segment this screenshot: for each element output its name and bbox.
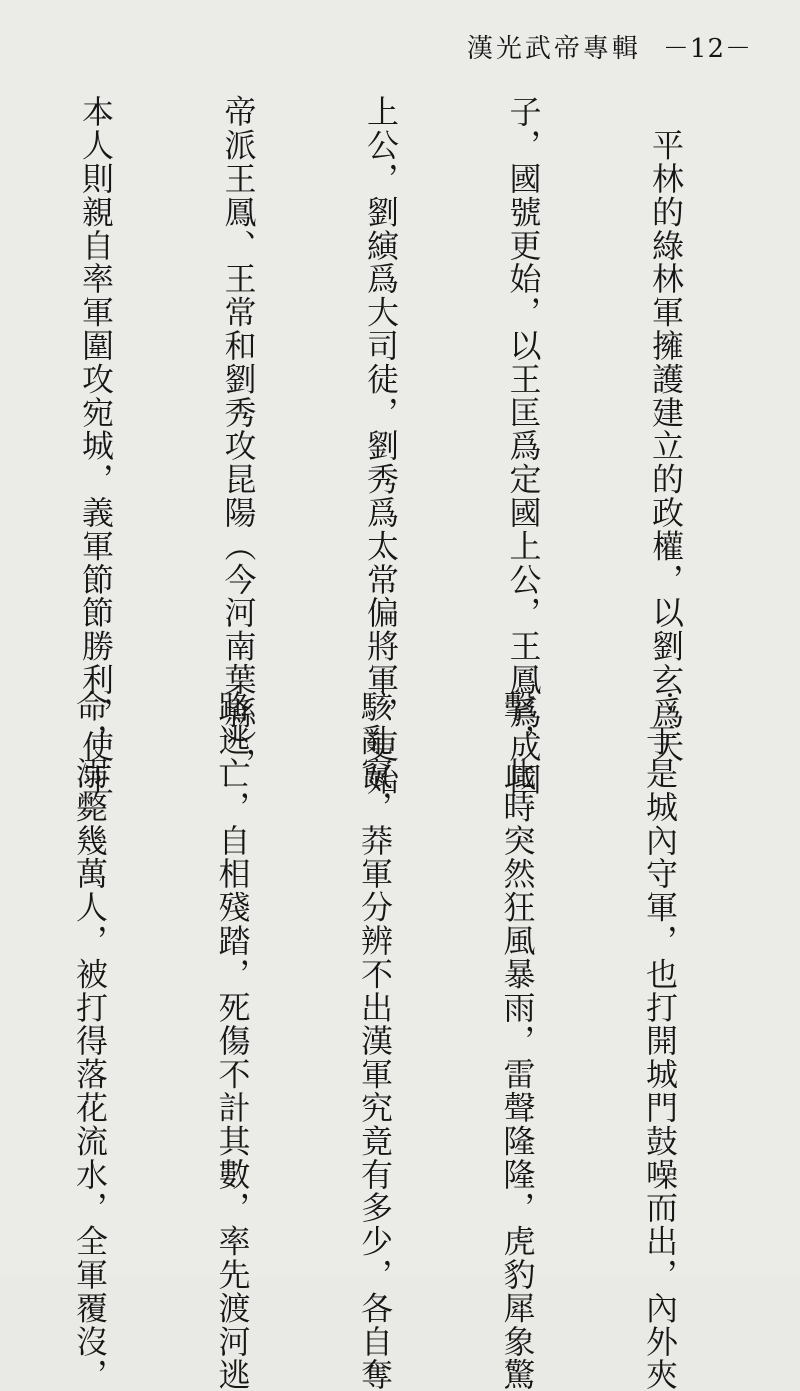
text-column: 命，溺斃幾萬人，被打得落花流水，全軍覆沒， — [71, 690, 109, 1391]
text-column: 上公，劉縯爲大司徒，劉秀爲太常偏將軍，更始 — [362, 95, 400, 797]
bottom-text-block — [0, 690, 778, 1391]
text-column: 平林的綠林軍擁護建立的政權，以劉玄爲天 — [647, 95, 685, 763]
page-header — [467, 28, 752, 65]
page-number: －12－ — [662, 34, 752, 64]
top-text-block — [0, 95, 784, 797]
text-column: 駭亂竄，莽軍分辨不出漢軍究竟有多少，各自奪 — [356, 690, 394, 1391]
text-column: 擊，此時突然狂風暴雨，雷聲隆隆，虎豹犀象驚 — [498, 690, 537, 1391]
text-column: 路逃亡，自相殘踏，死傷不計其數，率先渡河逃 — [213, 690, 252, 1391]
text-column: 子，國號更始，以王匡爲定國上公，王鳳爲成國 — [504, 95, 543, 797]
text-column: 本人則親自率軍圍攻宛城，義軍節節勝利，使王 — [77, 95, 115, 797]
text-column: ；于是城內守軍，也打開城門鼓噪而出，內外夾 — [641, 690, 679, 1391]
running-title: 漢光武帝專輯 — [466, 34, 641, 64]
text-column: 帝派王鳳、王常和劉秀攻昆陽（今河南葉縣）， — [219, 95, 258, 781]
